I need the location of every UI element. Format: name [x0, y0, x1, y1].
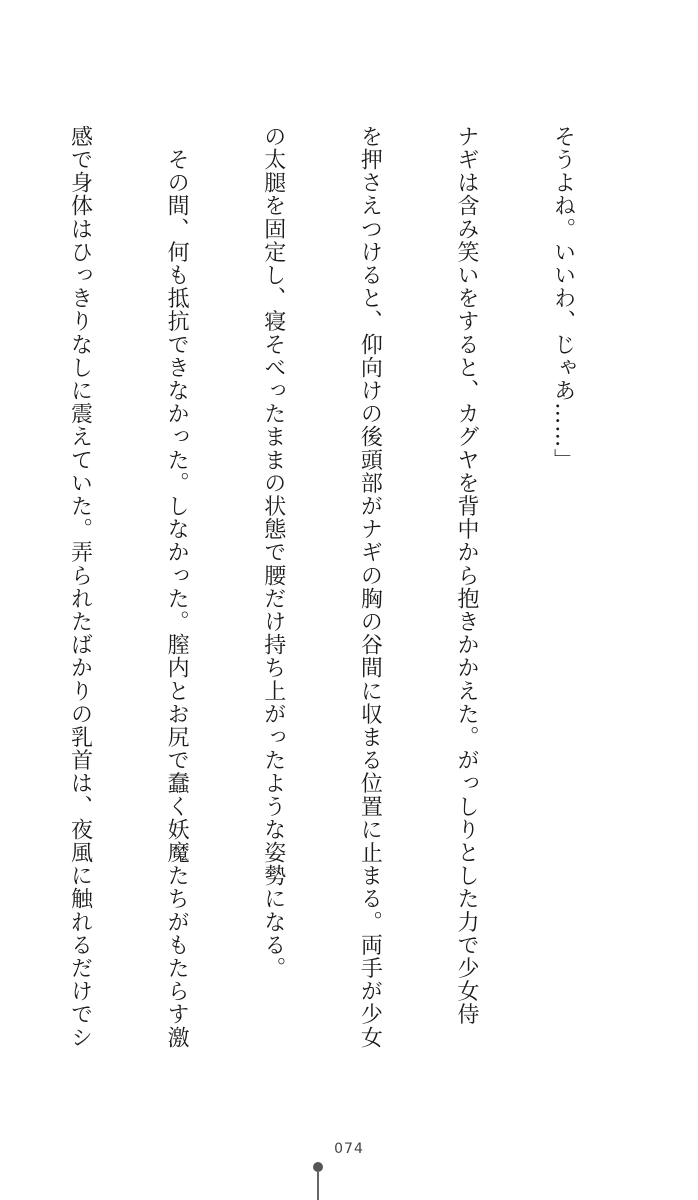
body-text [0, 125, 643, 1049]
text-line: の太腿を固定し、寝そべったままの状態で腰だけ持ち上がったような姿勢になる。 [260, 125, 286, 980]
text-line: 感で身体はひっきりなしに震えていた。弄られたばかりの乳首は、夜風に触れるだけでシ [67, 125, 93, 1049]
text-line: ナギは含み笑いをすると、カグヤを背中から抱きかかえた。がっしりとした力で少女侍 [453, 125, 479, 1026]
text-line: を押さえつけると、仰向けの後頭部がナギの胸の谷間に収まる位置に止まる。両手が少女 [357, 125, 383, 1049]
text-line: その間、何も抵抗できなかった。しなかった。膣内とお尻で蠢く妖魔たちがもたらす激 [164, 125, 190, 1049]
text-line: そうよね。いいわ、じゃあ……」 [550, 125, 576, 472]
page-marker-dot [313, 1162, 323, 1172]
page-number: 074 [334, 1141, 364, 1157]
page-marker-line [317, 1172, 319, 1200]
